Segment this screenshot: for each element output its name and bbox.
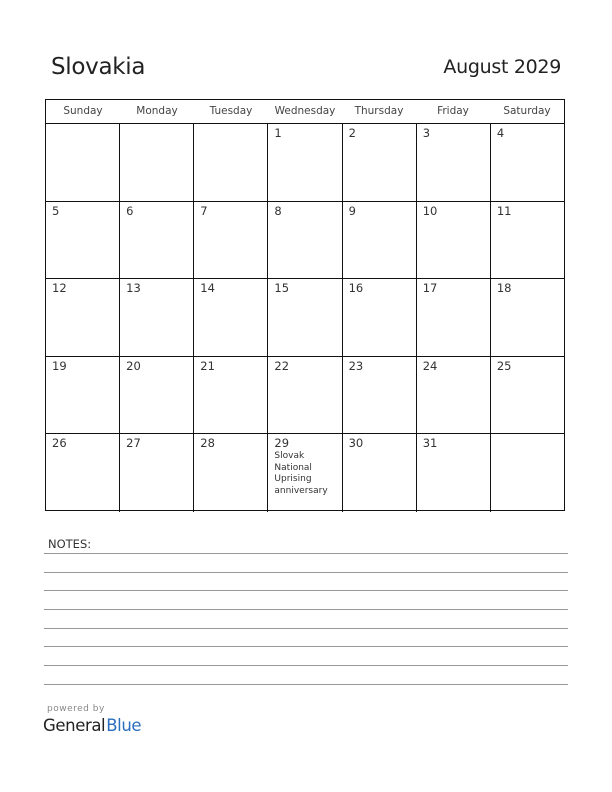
day-cell	[343, 434, 417, 512]
notes-line	[44, 609, 568, 610]
day-number: 20	[126, 358, 141, 373]
day-cell	[268, 202, 342, 279]
week-row	[46, 357, 564, 435]
day-cell	[120, 124, 194, 201]
day-cell	[120, 434, 194, 512]
day-cell	[194, 202, 268, 279]
day-number: 13	[126, 281, 141, 296]
brand-blue: Blue	[106, 716, 142, 735]
day-cell	[343, 357, 417, 434]
day-number: 8	[274, 203, 282, 218]
day-number: 17	[422, 281, 438, 296]
powered-by-text: powered by	[47, 704, 105, 714]
day-cell	[417, 279, 491, 356]
notes-line	[44, 665, 568, 666]
day-cell	[417, 357, 491, 434]
day-cell	[194, 279, 268, 356]
day-number: 2	[348, 126, 356, 140]
day-number: 30	[348, 436, 364, 451]
weekday-wednesday: Wednesday	[274, 105, 336, 117]
day-cell	[268, 434, 342, 512]
day-number: 31	[422, 436, 438, 451]
day-number: 9	[348, 203, 356, 218]
day-cell	[268, 357, 342, 434]
week-row	[46, 202, 564, 280]
holiday-event: Slovak National Uprising anniversary	[274, 451, 328, 496]
notes-label: NOTES:	[48, 537, 92, 551]
day-cell	[46, 124, 120, 201]
day-number: 4	[496, 126, 505, 140]
day-cell	[46, 434, 120, 512]
day-number: 16	[348, 281, 364, 296]
day-cell	[491, 279, 564, 356]
day-cell	[194, 434, 268, 512]
day-number: 10	[422, 203, 438, 218]
week-row	[46, 434, 564, 512]
day-cell	[491, 434, 564, 512]
brand-general: General	[43, 716, 106, 735]
calendar-grid	[45, 99, 565, 511]
day-number: 28	[200, 436, 215, 451]
day-cell	[46, 357, 120, 434]
day-number: 29	[274, 436, 290, 451]
day-number: 24	[422, 358, 438, 373]
day-number: 12	[52, 281, 67, 296]
weekday-header	[46, 100, 564, 124]
day-number: 14	[200, 281, 215, 296]
notes-line	[44, 646, 568, 647]
weekday-monday: Monday	[136, 105, 178, 117]
weekday-tuesday: Tuesday	[209, 105, 253, 117]
day-number: 22	[274, 358, 290, 373]
day-number: 5	[52, 203, 60, 218]
day-cell	[343, 202, 417, 279]
day-cell	[120, 202, 194, 279]
day-number: 18	[496, 281, 512, 296]
day-cell	[194, 124, 268, 201]
day-cell	[491, 202, 564, 279]
country-title: Slovakia	[51, 54, 146, 80]
day-number: 3	[422, 126, 431, 140]
day-number: 21	[200, 358, 215, 373]
week-row	[46, 124, 564, 202]
weekday-thursday: Thursday	[354, 105, 404, 117]
day-number: 6	[126, 203, 134, 218]
day-cell	[268, 279, 342, 356]
notes-line	[44, 684, 568, 685]
day-cell	[491, 124, 564, 201]
weekday-saturday: Saturday	[503, 105, 551, 117]
weeks	[46, 124, 564, 511]
day-number: 26	[52, 436, 67, 451]
notes-line	[44, 553, 568, 554]
day-cell	[46, 279, 120, 356]
day-cell	[46, 202, 120, 279]
day-number: 15	[274, 281, 290, 296]
day-number: 7	[200, 203, 208, 218]
day-number: 19	[52, 358, 67, 373]
month-year-title: August 2029	[443, 56, 561, 78]
day-cell	[120, 279, 194, 356]
day-number: 25	[496, 358, 512, 373]
week-row	[46, 279, 564, 357]
day-cell	[120, 357, 194, 434]
day-cell	[268, 124, 342, 201]
notes-line	[44, 590, 568, 591]
day-cell	[343, 124, 417, 201]
weekday-friday: Friday	[437, 105, 469, 117]
day-cell	[343, 279, 417, 356]
day-number: 1	[274, 126, 282, 140]
day-cell	[417, 124, 491, 201]
day-cell	[194, 357, 268, 434]
notes-line	[44, 628, 568, 629]
weekday-sunday: Sunday	[63, 105, 103, 117]
day-cell	[417, 202, 491, 279]
day-number: 11	[496, 203, 512, 218]
day-cell	[417, 434, 491, 512]
generalblue-logo	[43, 716, 141, 735]
day-cell	[491, 357, 564, 434]
notes-line	[44, 572, 568, 573]
day-number: 27	[126, 436, 141, 451]
day-number: 23	[348, 358, 364, 373]
